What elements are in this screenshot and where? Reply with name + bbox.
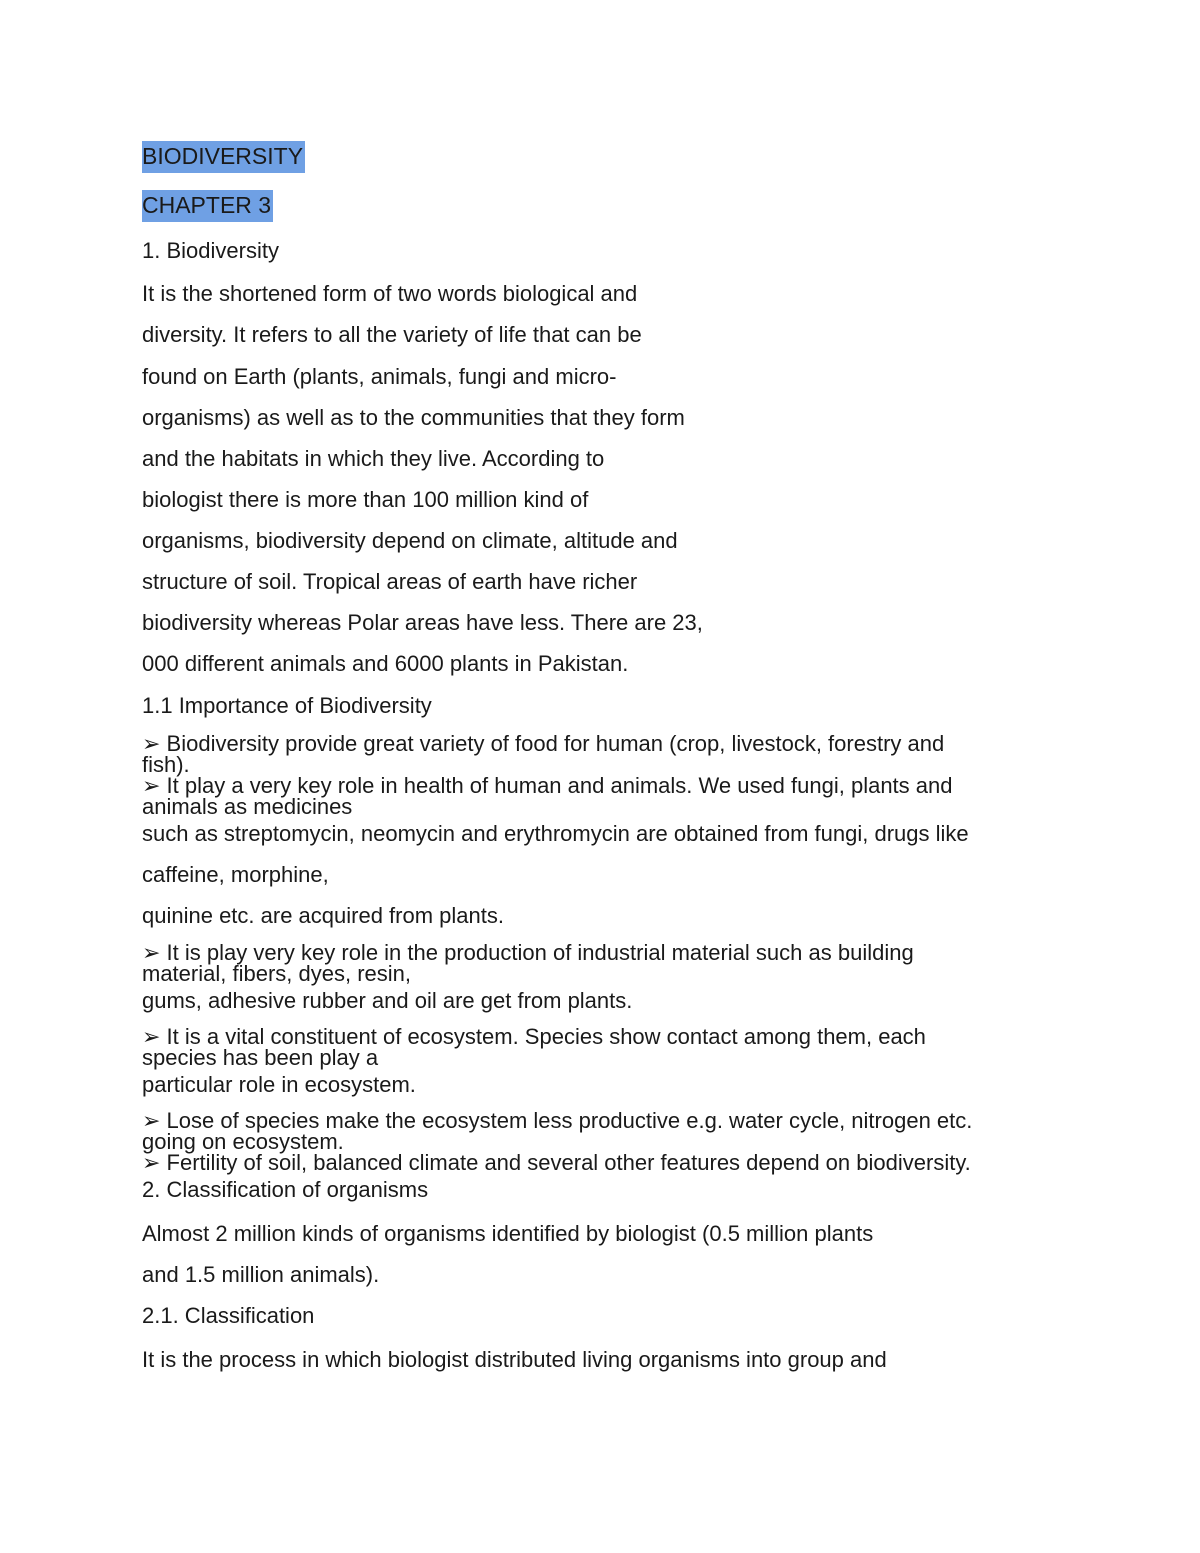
bullet-line-continued: quinine etc. are acquired from plants. bbox=[142, 903, 504, 928]
paragraph-line: It is the process in which biologist distributed living organisms into group and bbox=[142, 1347, 887, 1372]
section-heading-classification: 2.1. Classification bbox=[142, 1303, 315, 1328]
paragraph-line: found on Earth (plants, animals, fungi and micro- bbox=[142, 364, 617, 389]
paragraph-line: 000 different animals and 6000 plants in Pakistan. bbox=[142, 651, 629, 676]
bullet-line: ➢ It is play very key role in the production of industrial material such as building bbox=[142, 940, 914, 965]
bullet-line: ➢ It is a vital constituent of ecosystem. Species show contact among them, each bbox=[142, 1024, 926, 1049]
bullet-line: ➢ Biodiversity provide great variety of food for human (crop, livestock, forestry and bbox=[142, 731, 945, 756]
bullet-line-continued: such as streptomycin, neomycin and erythromycin are obtained from fungi, drugs like bbox=[142, 821, 969, 846]
bullet-line: ➢ Lose of species make the ecosystem less productive e.g. water cycle, nitrogen etc. bbox=[142, 1108, 973, 1133]
bullet-line-continued: fish). bbox=[142, 752, 190, 777]
paragraph-line: organisms) as well as to the communities that they form bbox=[142, 405, 685, 430]
bullet-line-continued: particular role in ecosystem. bbox=[142, 1072, 416, 1097]
bullet-line-continued: material, fibers, dyes, resin, bbox=[142, 961, 411, 986]
paragraph-line: biodiversity whereas Polar areas have less. There are 23, bbox=[142, 610, 703, 635]
doc-title-highlight: BIODIVERSITY bbox=[142, 141, 305, 173]
bullet-line-continued: species has been play a bbox=[142, 1045, 379, 1070]
bullet-line-continued: gums, adhesive rubber and oil are get from plants. bbox=[142, 988, 633, 1013]
paragraph-line: It is the shortened form of two words biological and bbox=[142, 281, 638, 306]
chapter-label bbox=[142, 192, 273, 219]
paragraph-line: organisms, biodiversity depend on climate, altitude and bbox=[142, 528, 678, 553]
paragraph-line: structure of soil. Tropical areas of earth have richer bbox=[142, 569, 638, 594]
section-heading-biodiversity: 1. Biodiversity bbox=[142, 238, 279, 263]
paragraph-line: and 1.5 million animals). bbox=[142, 1262, 380, 1287]
bullet-line: ➢ It play a very key role in health of human and animals. We used fungi, plants and bbox=[142, 773, 953, 798]
bullet-line: ➢ Fertility of soil, balanced climate and several other features depend on biodiversity. bbox=[142, 1150, 971, 1175]
bullet-line-continued: animals as medicines bbox=[142, 794, 353, 819]
doc-title bbox=[142, 143, 305, 170]
paragraph-line: diversity. It refers to all the variety of life that can be bbox=[142, 322, 642, 347]
paragraph-line: Almost 2 million kinds of organisms identified by biologist (0.5 million plants bbox=[142, 1221, 874, 1246]
paragraph-line: biologist there is more than 100 million kind of bbox=[142, 487, 589, 512]
chapter-label-highlight: CHAPTER 3 bbox=[142, 190, 273, 222]
section-heading-classification-of-organisms: 2. Classification of organisms bbox=[142, 1177, 429, 1202]
section-heading-importance: 1.1 Importance of Biodiversity bbox=[142, 693, 432, 718]
bullet-line-continued: going on ecosystem. bbox=[142, 1129, 344, 1154]
bullet-line-continued: caffeine, morphine, bbox=[142, 862, 329, 887]
paragraph-line: and the habitats in which they live. According to bbox=[142, 446, 605, 471]
